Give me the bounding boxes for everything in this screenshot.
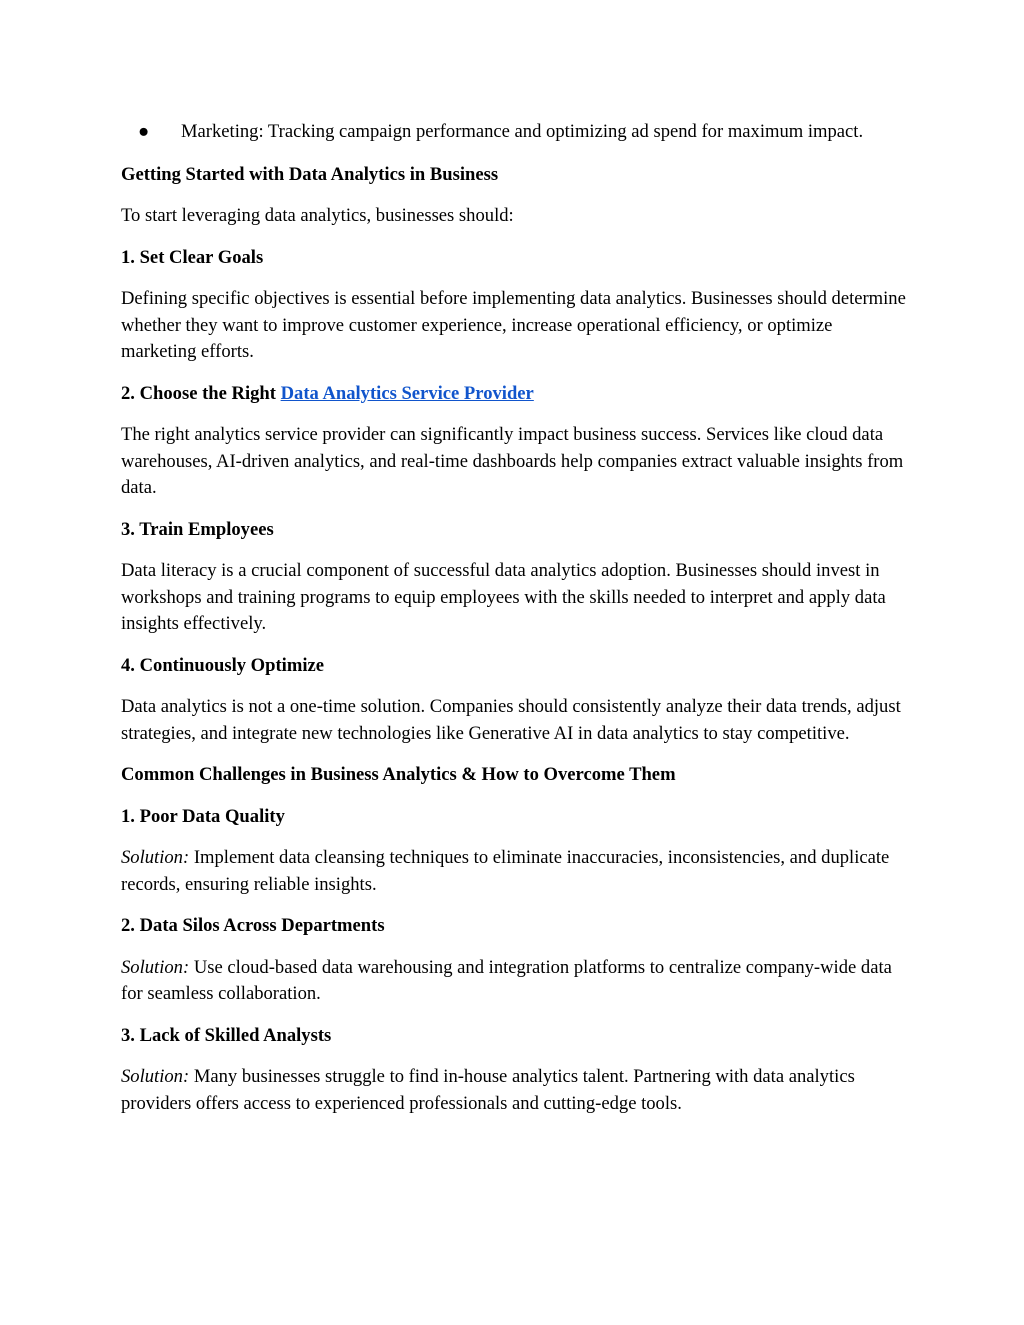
section-intro: To start leveraging data analytics, businesses should: — [121, 205, 514, 226]
solution-label: Solution: — [121, 956, 190, 978]
section-heading-common-challenges: Common Challenges in Business Analytics & How to Overcome Them — [121, 764, 676, 785]
section-heading-getting-started: Getting Started with Data Analytics in Business — [121, 163, 499, 185]
step-title-train-employees: 3. Train Employees — [121, 518, 274, 540]
step-body-train-employees: Data literacy is a crucial component of successful data analytics adoption. Businesses should invest in workshops and training programs to equip employees with the skills needed to interpret and apply data insights effectively. — [121, 560, 886, 634]
step-title-set-clear-goals: 1. Set Clear Goals — [121, 246, 264, 268]
step-body-set-clear-goals: Defining specific objectives is essential before implementing data analytics. Businesses should determine whether they want to improve customer experience, increase operational efficiency, or optimize marketing efforts. — [121, 288, 906, 362]
step-body-choose-provider: The right analytics service provider can significantly impact business success. Services like cloud data warehouses, AI-driven analytics, and real-time dashboards help companies extract valuable insights from data. — [121, 424, 904, 498]
document-page — [121, 119, 911, 1117]
solution-text: Many businesses struggle to find in-house analytics talent. Partnering with data analytics providers offers access to experienced professionals and cutting-edge tools. — [121, 1066, 855, 1114]
step-title-continuously-optimize: 4. Continuously Optimize — [121, 654, 325, 676]
step-body-continuously-optimize: Data analytics is not a one-time solution. Companies should consistently analyze their data trends, adjust strategies, and integrate new technologies like Generative AI in data analytics to stay competitive. — [121, 696, 901, 744]
bullet-text: Marketing: Tracking campaign performance and optimizing ad spend for maximum impact. — [181, 121, 864, 142]
solution-text: Implement data cleansing techniques to eliminate inaccuracies, inconsistencies, and duplicate records, ensuring reliable insights. — [121, 847, 890, 895]
solution-text: Use cloud-based data warehousing and integration platforms to centralize company-wide data for seamless collaboration. — [121, 956, 892, 1004]
solution-label: Solution: — [121, 1066, 190, 1087]
step-title-choose-provider — [121, 381, 911, 408]
bullet-list-item — [121, 119, 911, 146]
challenge-solution-skilled-analysts — [121, 1064, 911, 1117]
challenge-solution-data-silos — [121, 955, 911, 1008]
data-analytics-provider-link[interactable]: Data Analytics Service Provider — [280, 382, 534, 404]
challenge-title-data-silos: 2. Data Silos Across Departments — [121, 915, 385, 936]
challenge-title-poor-data-quality: 1. Poor Data Quality — [121, 805, 285, 827]
challenge-title-skilled-analysts: 3. Lack of Skilled Analysts — [121, 1024, 332, 1046]
step-title-prefix: 2. Choose the Right — [121, 382, 281, 404]
bullet-icon: ● — [138, 121, 150, 142]
challenge-solution-poor-data-quality — [121, 845, 911, 898]
solution-label: Solution: — [121, 847, 190, 868]
